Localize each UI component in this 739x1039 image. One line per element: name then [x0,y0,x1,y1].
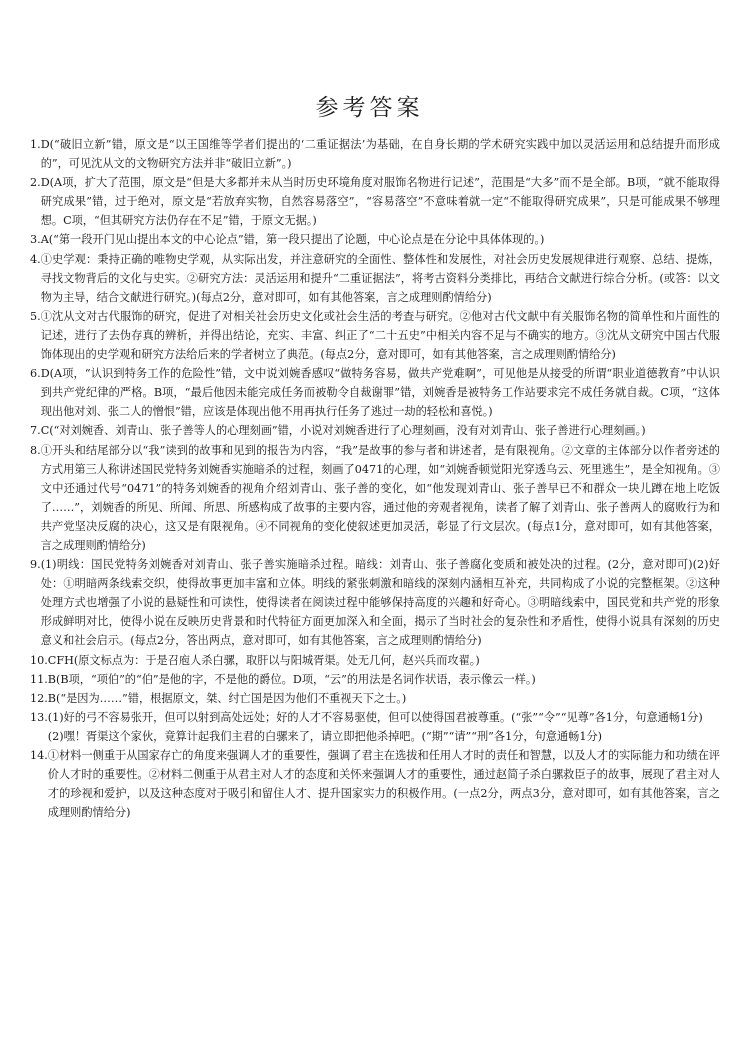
answer-item [30,746,720,822]
answer-number: 1. [30,138,41,151]
answer-number: 9. [30,558,41,572]
answer-item [30,307,720,364]
answer-item [30,250,720,307]
answer-text: ①开头和结尾部分以“我”读到的故事和见到的报告为内容，“我”是故事的参与者和讲述者，是有限视角。②文章的主体部分以作者旁述的方式用第三人称讲述国民党特务刘婉香实施暗杀的过程，刻画了0471的心理，如“刘婉香顿觉阳光穿透乌云、死里逃生”，是全知视角。③文中还通过代号“0471”的特务刘婉香的视角介绍刘青山、张子善的变化，如“他发现刘青山、张子善早已不和群众一块儿蹲在地上吃饭了……”，刘婉香的所见、所闻、所思、所感构成了故事的主要内容，通过他的旁观者视角，读者了解了刘青山、张子善两人的腐败行为和共产党坚决反腐的决心，这又是有限视角。④不同视角的变化使叙述更加灵活，彰显了行文层次。(每点1分，意对即可，如有其他答案，言之成理则酌情给分) [40,443,720,552]
answer-text: D(“破旧立新”错，原文是“以王国维等学者们提出的‘二重证据法’为基础，在自身长期的学术研究实践中加以灵活运用和总结提升而形成的”，可见沈从文的文物研究方法并非“破旧立新”。) [40,138,720,171]
answer-text [48,708,720,746]
answer-number: 4. [30,252,41,266]
answer-subpart: (1)好的弓不容易张开，但可以射到高处远处；好的人才不容易驱使，但可以使得国君被尊重。(“张”“令”“见尊”各1分，句意通畅1分) [47,710,703,724]
answer-list [30,135,720,822]
answer-number: 3. [30,233,41,247]
answer-text: CFH(原文标点为：于是召庖人杀白骡，取肝以与阳城胥渠。处无几何，赵兴兵而攻翟。) [47,653,480,667]
answer-item [30,651,720,670]
answer-item [30,689,720,708]
answer-item [30,555,720,650]
answer-number: 11. [30,672,48,686]
answer-number: 7. [30,424,41,438]
answer-item [30,670,720,689]
answer-text: B(“是因为……”错，根据原文，桀、纣亡国是因为他们不重视天下之士。) [47,691,407,705]
answer-text: B(B项，“项伯”的“伯”是他的字，不是他的爵位。D项，“云”的用法是名词作状语，表示像云一样。) [47,672,536,686]
answer-text: ①史学观：秉持正确的唯物史学观，从实际出发，并注意研究的全面性、整体性和发展性，对社会历史发展规律进行观察、总结、提炼，寻找文物背后的文化与史实。②研究方法：灵活运用和提升“二重证据法”，将考古资料分类排比，再结合文献进行综合分析。(或答：以文物为主导，结合文献进行研究。)(每点2分，意对即可，如有其他答案，言之成理则酌情给分) [40,252,720,304]
answer-text: D(A项，“认识到特务工作的危险性”错，文中说刘婉香感叹“做特务容易，做共产党难啊”，可见他是从接受的所谓“职业道德教育”中认识到共产党纪律的严格。B项，“最后他因未能完成任务而被勒令自裁谢罪”错，刘婉香是被特务工作站要求完不成任务就自裁。C项，“这体现出他对刘、张二人的憎恨”错，应该是体现出他不用再执行任务了逃过一劫的轻松和喜悦。) [40,367,720,419]
answer-item [30,230,720,249]
answer-item [30,441,720,556]
answer-number: 8. [30,443,41,457]
answer-text: (1)明线：国民党特务刘婉香对刘青山、张子善实施暗杀过程。暗线：刘青山、张子善腐化变质和被处决的过程。(2分，意对即可)(2)好处：①明暗两条线索交织，使得故事更加丰富和立体。明线的紧张刺激和暗线的深刻内涵相互补充，共同构成了小说的完整框架。②这种处理方式也增强了小说的悬疑性和可读性，使得读者在阅读过程中能够保持高度的兴趣和好奇心。③明暗线索中，国民党和共产党的形象形成鲜明对比，使得小说在反映历史背景和时代特征方面更加深入和全面，揭示了当时社会的复杂性和矛盾性，使得小说具有深刻的历史意义和社会启示。(每点2分，答出两点，意对即可，如有其他答案，言之成理则酌情给分) [40,558,720,648]
answer-text: ①材料一侧重于从国家存亡的角度来强调人才的重要性，强调了君主在选拔和任用人才时的责任和智慧，以及人才的实际能力和功绩在评价人才时的重要性。②材料二侧重于从君主对人才的态度和关怀来强调人才的重要性，通过赵简子杀白骡救臣子的故事，展现了君主对人才的珍视和爱护，以及这种态度对于吸引和留住人才、提升国家实力的积极作用。(一点2分，两点3分，意对即可，如有其他答案，言之成理则酌情给分) [47,749,720,820]
answer-item [30,708,720,746]
answer-text: C(“对刘婉香、刘青山、张子善等人的心理刻画”错，小说对刘婉香进行了心理刻画，没有对刘青山、张子善进行心理刻画。) [40,424,646,438]
answer-number: 10. [30,653,48,667]
answer-number: 12. [30,691,48,705]
answer-number: 2. [30,176,41,190]
answer-item [30,421,720,440]
answer-item [30,173,720,230]
answer-number: 6. [30,367,41,381]
answer-text: D(A项，扩大了范围，原文是“但是大多都并未从当时历史环境角度对服饰名物进行记述”，范围是“大多”而不是全部。B项，“就不能取得研究成果”错，过于绝对，原文是“若放弃实物，自然容易落空”，“容易落空”不意味着就一定“不能取得研究成果”，只是可能成果不够理想。C项，“但其研究方法仍存在不足”错，于原文无据。) [40,176,720,228]
answer-item [30,135,720,173]
answer-number: 5. [30,309,41,323]
answer-item [30,364,720,421]
answer-text: ①沈从文对古代服饰的研究，促进了对相关社会历史文化或社会生活的考查与研究。②他对古代文献中有关服饰名物的简单性和片面性的记述，进行了去伪存真的辨析，并得出结论，充实、丰富、纠正了“二十五史”中相关内容不足与不确实的地方。③沈从文研究中国古代服饰体现出的史学观和研究方法给后来的学者树立了典范。(每点2分，意对即可，如有其他答案，言之成理则酌情给分) [40,309,720,362]
answer-subpart: (2)嘿！胥渠这个家伙，竟算计起我们主君的白骡来了，请立即把他杀掉吧。(“期”“请”“刑”各1分，句意通畅1分) [47,729,602,743]
answer-number: 14. [30,749,48,762]
answer-number: 13. [30,710,48,724]
page-title: 参考答案 [315,95,424,122]
answer-text: A(“第一段开门见山提出本文的中心论点”错，第一段只提出了论题，中心论点是在分论中具体体现的。) [40,233,545,247]
